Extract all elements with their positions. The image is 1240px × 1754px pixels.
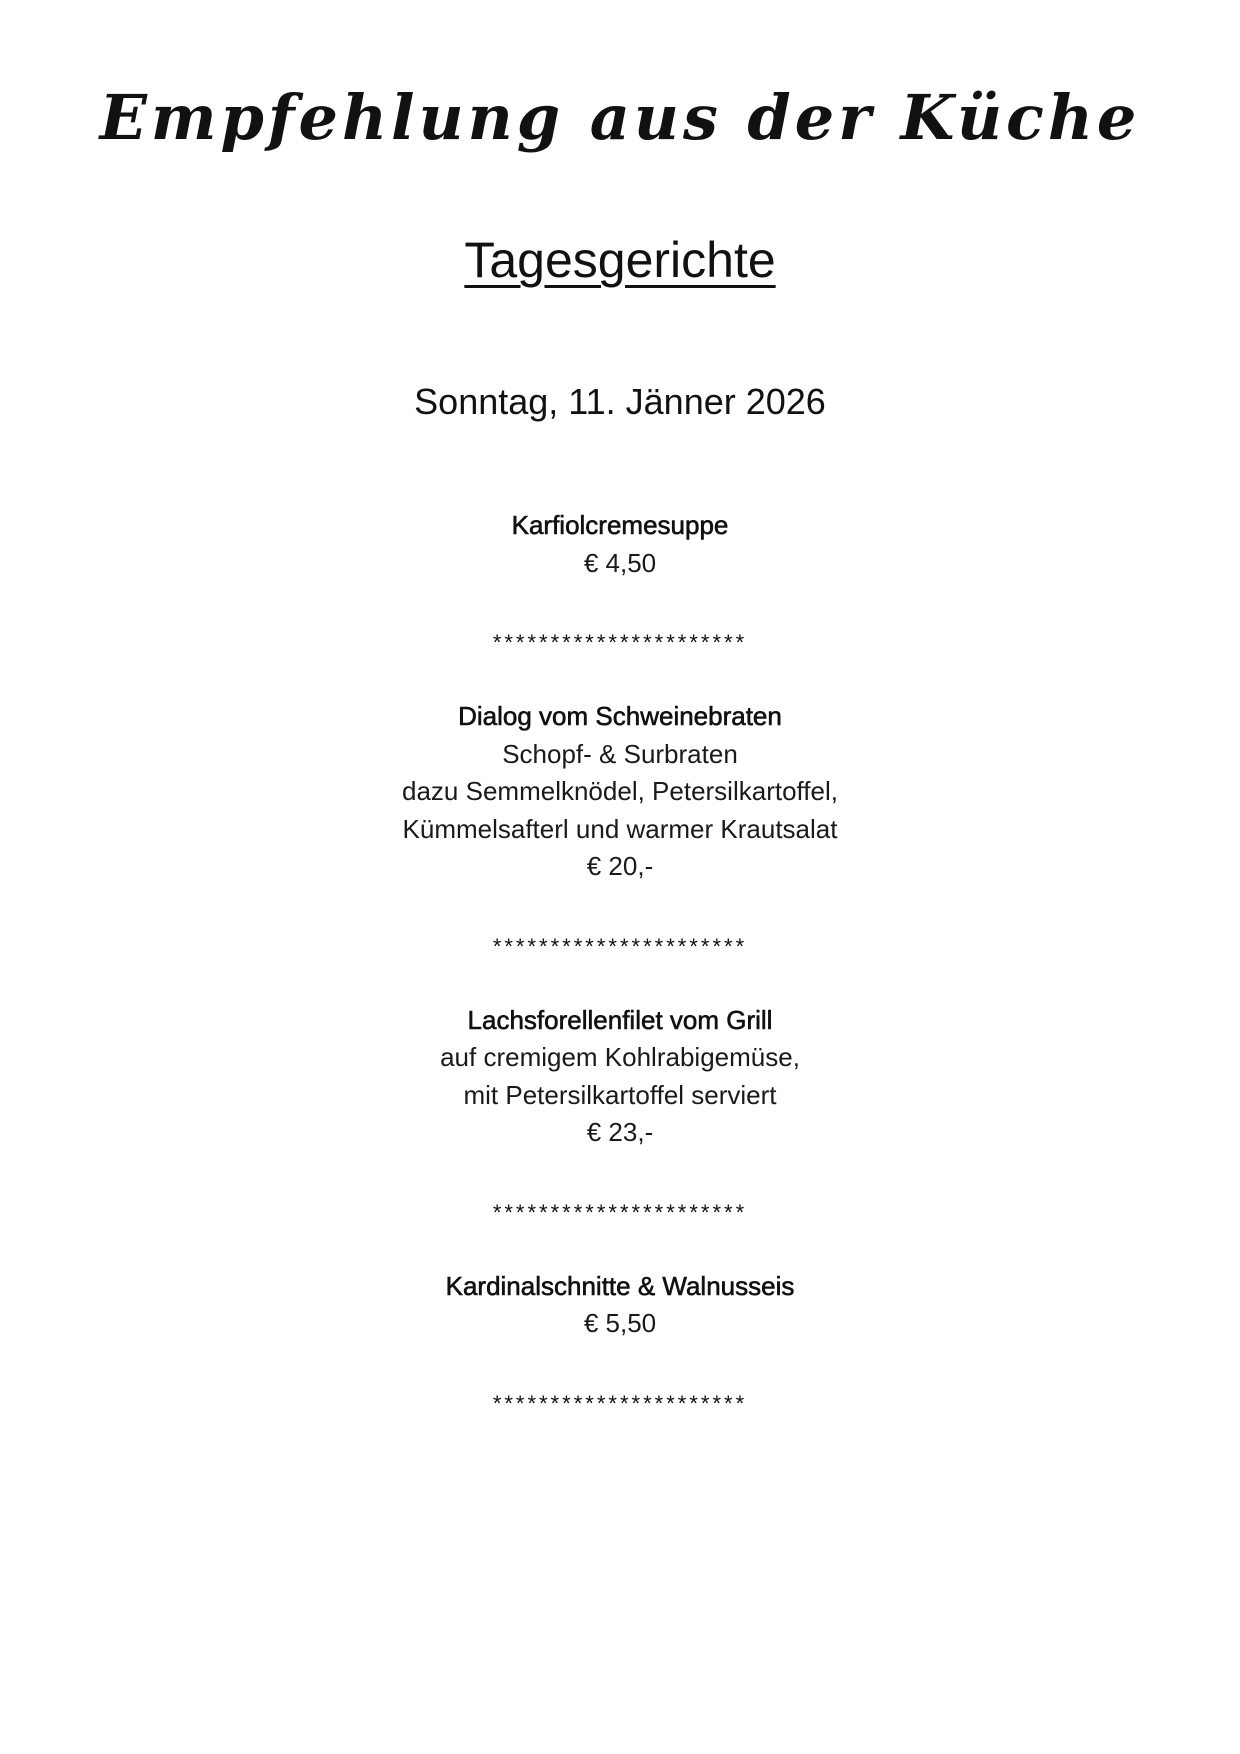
dish-description-line: mit Petersilkartoffel serviert: [463, 1079, 777, 1110]
menu-item-main-pork: [0, 698, 1240, 886]
dish-name: Lachsforellenfilet vom Grill: [467, 1004, 773, 1035]
menu-item-dessert: [0, 1268, 1240, 1343]
dish-name: Dialog vom Schweinebraten: [458, 701, 782, 731]
menu-date: Sonntag, 11. Jänner 2026: [414, 381, 826, 422]
menu-item-main-fish: [0, 1002, 1240, 1152]
daily-menu: [0, 507, 1240, 1459]
dish-price: € 4,50: [583, 547, 657, 578]
dish-name: Kardinalschnitte & Walnusseis: [445, 1270, 795, 1301]
dish-description-line: Kümmelsafterl und warmer Krautsalat: [402, 813, 838, 844]
dish-price: € 23,-: [586, 1117, 654, 1147]
separator: **********************: [492, 630, 748, 655]
page-title: [0, 228, 1240, 292]
dish-description-line: dazu Semmelknödel, Petersilkartoffel,: [402, 776, 838, 806]
page-title-text: Tagesgerichte: [464, 232, 776, 288]
separator: **********************: [492, 1390, 748, 1416]
menu-item-soup: [0, 507, 1240, 582]
separator: **********************: [492, 1199, 748, 1225]
dish-price: € 20,-: [586, 851, 654, 881]
headline: Empfehlung aus der Küche: [99, 81, 1141, 154]
dish-description-line: Schopf- & Surbraten: [502, 738, 738, 769]
dish-description-line: auf cremigem Kohlrabigemüse,: [440, 1042, 800, 1072]
dish-price: € 5,50: [583, 1308, 657, 1338]
dish-name: Karfiolcremesuppe: [511, 510, 729, 540]
separator: **********************: [492, 933, 748, 959]
